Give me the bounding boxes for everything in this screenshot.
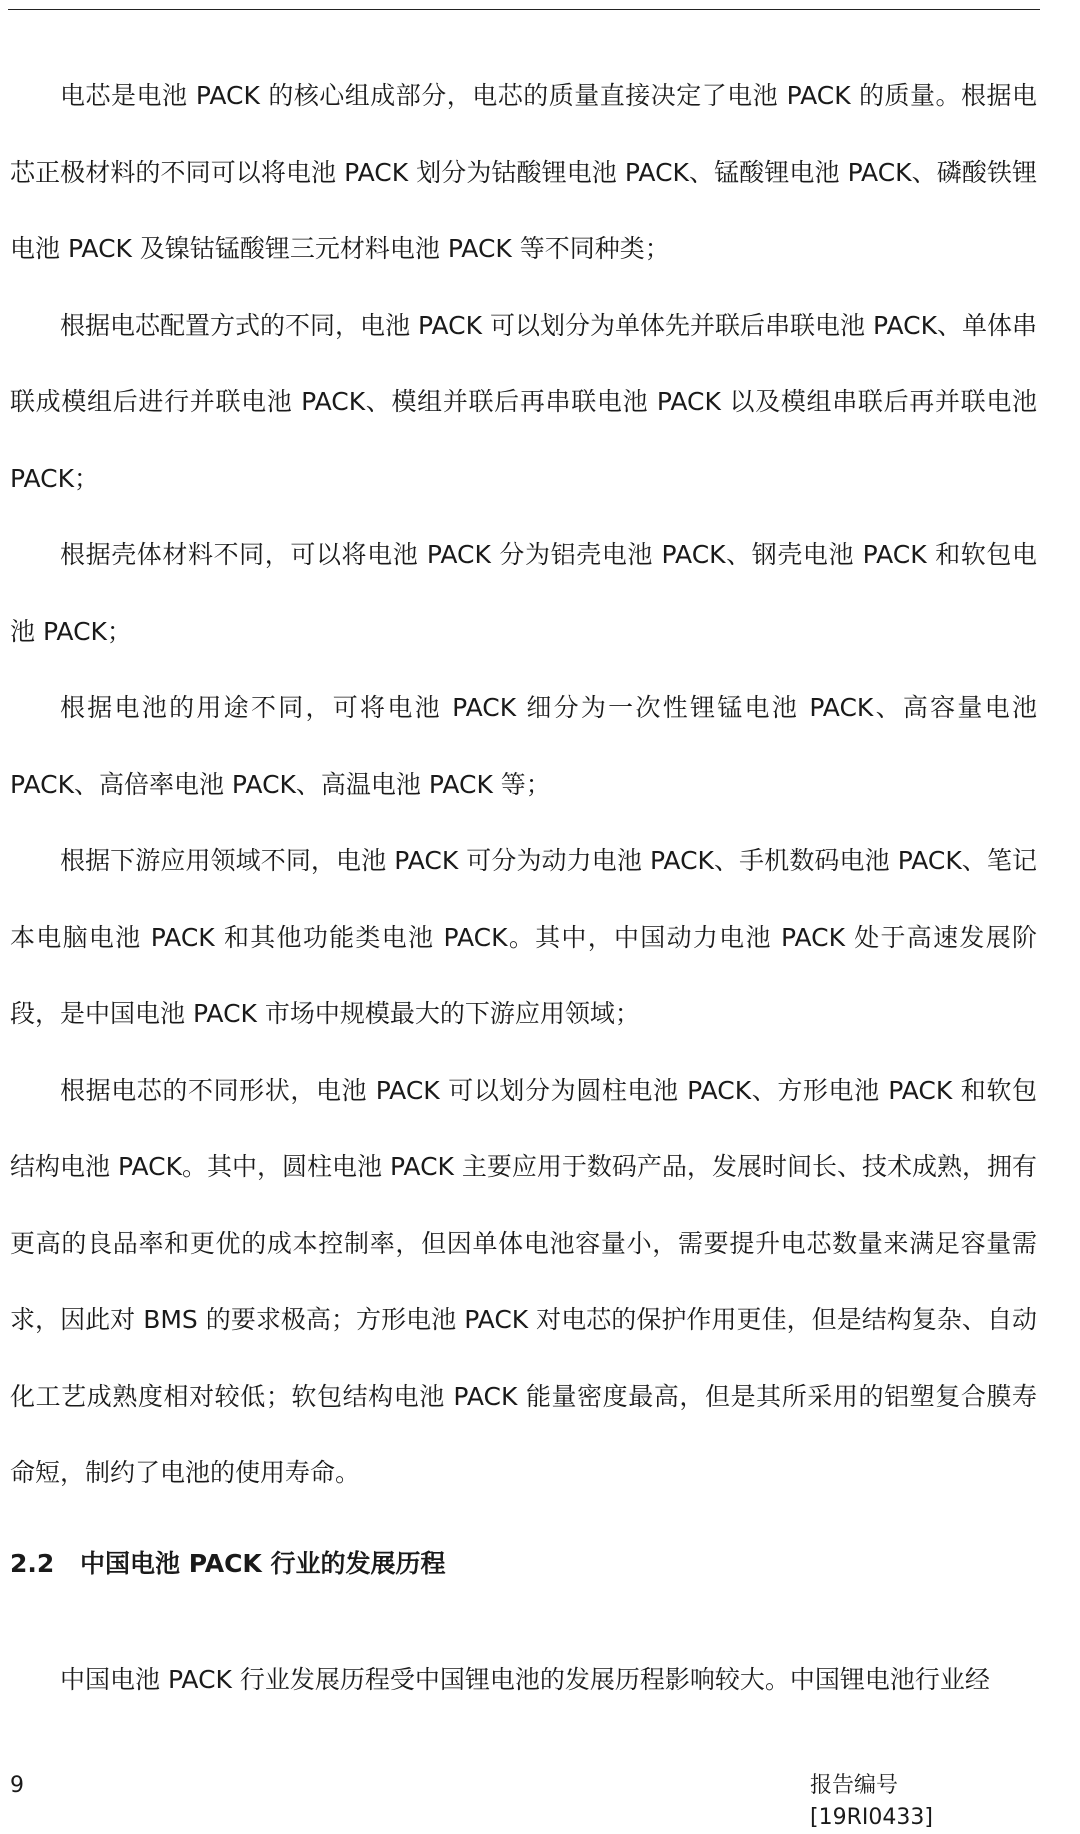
report-number: 报告编号[19RI0433]	[810, 1773, 933, 1830]
page-footer	[10, 1770, 1020, 1830]
section-number: 2.2	[10, 1548, 55, 1578]
page-number: 9	[10, 1773, 24, 1798]
header-rule	[8, 9, 1040, 10]
paragraph-cell-material: 电芯是电池 PACK 的核心组成部分，电芯的质量直接决定了电池 PACK 的质量。根据电芯正极材料的不同可以将电池 PACK 划分为钴酸锂电池 PACK、锰酸锂电池 PACK、磷酸铁锂电池 PACK 及镍钴锰酸锂三元材料电池 PACK 等不同种类；	[10, 81, 1037, 263]
paragraph-development-history: 中国电池 PACK 行业发展历程受中国锂电池的发展历程影响较大。中国锂电池行业经	[60, 1664, 990, 1694]
paragraph-downstream-application: 根据下游应用领域不同，电池 PACK 可分为动力电池 PACK、手机数码电池 PACK、笔记本电脑电池 PACK 和其他功能类电池 PACK。其中，中国动力电池 PACK 处于高速发展阶段，是中国电池 PACK 市场中规模最大的下游应用领域；	[10, 846, 1037, 1028]
section-heading	[10, 1534, 1037, 1594]
section-title: 中国电池 PACK 行业的发展历程	[80, 1548, 446, 1578]
paragraph-battery-usage: 根据电池的用途不同，可将电池 PACK 细分为一次性锂锰电池 PACK、高容量电池 PACK、高倍率电池 PACK、高温电池 PACK 等；	[10, 693, 1037, 799]
paragraph-cell-shape: 根据电芯的不同形状，电池 PACK 可以划分为圆柱电池 PACK、方形电池 PACK 和软包结构电池 PACK。其中，圆柱电池 PACK 主要应用于数码产品，发展时间长、技术成熟，拥有更高的良品率和更优的成本控制率，但因单体电池容量小，需要提升电芯数量来满足容量需求，因此对 BMS 的要求极高；方形电池 PACK 对电芯的保护作用更佳，但是结构复杂、自动化工艺成熟度相对较低；软包结构电池 PACK 能量密度最高，但是其所采用的铝塑复合膜寿命短，制约了电池的使用寿命。	[10, 1075, 1037, 1487]
document-body	[10, 58, 1037, 1718]
paragraph-shell-material: 根据壳体材料不同，可以将电池 PACK 分为铝壳电池 PACK、钢壳电池 PACK 和软包电池 PACK；	[10, 540, 1037, 646]
paragraph-cell-configuration: 根据电芯配置方式的不同，电池 PACK 可以划分为单体先并联后串联电池 PACK、单体串联成模组后进行并联电池 PACK、模组并联后再串联电池 PACK 以及模组串联后再并联电池 PACK；	[10, 310, 1037, 493]
